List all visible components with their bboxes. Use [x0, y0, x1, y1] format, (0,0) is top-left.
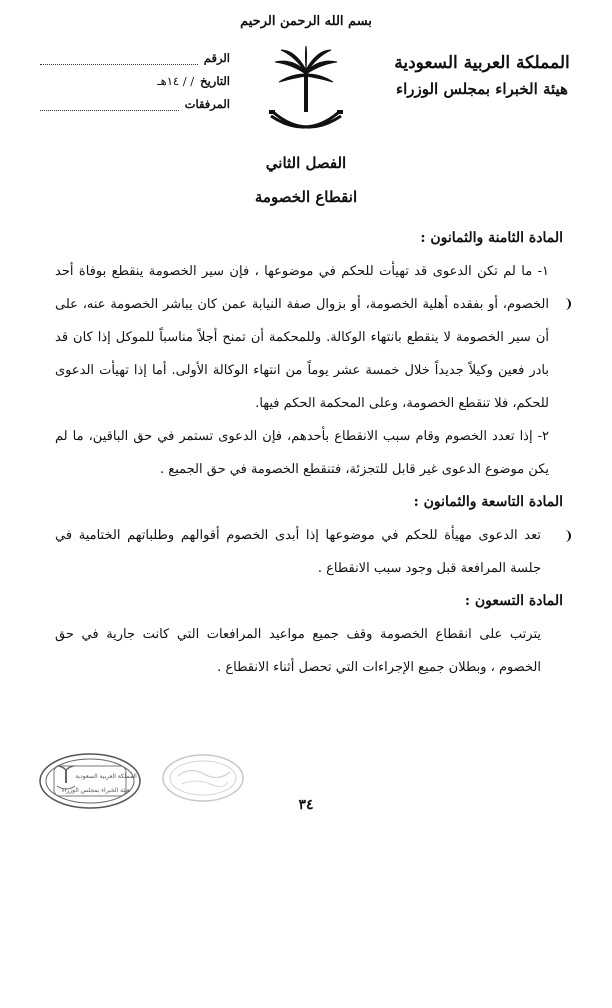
article-heading: المادة التسعون :: [464, 593, 563, 609]
date-label: التاريخ: [200, 74, 230, 88]
reference-label: الرقم: [203, 51, 230, 65]
chapter-subtitle: انقطاع الخصومة: [254, 188, 358, 206]
article-paragraph: ٢- إذا تعدد الخصوم وقام سبب الانقطاع بأحدهم، فإن الدعوى تستمر في حق الباقين، ما لم يكن موضوع الدعوى غير قابل للتجزئة، فتنقطع الخصومة في حق الجميع .: [55, 429, 549, 477]
attachments-row: [40, 88, 230, 111]
stamp-text-2: هيئة الخبراء بمجلس الوزراء: [61, 787, 131, 794]
stamp-text-1: المملكة العربية السعودية: [75, 773, 137, 780]
attachments-label: المرفقات: [184, 97, 230, 111]
article-paragraph: ١- ما لم تكن الدعوى قد تهيأت للحكم في موضوعها ، فإن سير الخصومة ينقطع بوفاة أحد الخصوم، أو بفقده أهلية الخصومة، أو بزوال صفة النيابة عمن كان يباشر الخصومة عنه، على أن سير الخصومة لا ينقطع بانتهاء الوكالة. وللمحكمة أن تمنح أجلاً مناسباً للموكل إذا كان قد بادر فعين وكيلاً جديداً خلال خمسة عشر يوماً من انتهاء الوكالة الأولى. أما إذا تهيأت الدعوى للحكم، فلا تنقطع الخصومة، وعلى المحكمة الحكم فيها.: [55, 264, 549, 411]
article-heading: المادة الثامنة والثمانون :: [420, 230, 563, 246]
article-paragraph: تعد الدعوى مهيأة للحكم في موضوعها إذا أبدى الخصوم أقوالهم وطلباتهم الختامية في جلسة المرافعة قبل وجود سبب الانقطاع .: [55, 528, 541, 576]
chapter-title: الفصل الثاني: [265, 154, 347, 172]
reference-number-row: [40, 42, 230, 65]
date-value: / / ١٤هـ: [157, 74, 195, 88]
organization-name: [382, 50, 582, 102]
margin-mark-icon: [560, 530, 571, 542]
page-number: ٣٤: [298, 797, 314, 813]
article-paragraph: يترتب على انقطاع الخصومة وقف جميع مواعيد المرافعات التي كانت جارية في حق الخصوم ، وبطلان جميع الإجراءات التي تحصل أثناء الانقطاع .: [55, 627, 541, 675]
reference-fields: [40, 42, 230, 111]
article-heading: المادة التاسعة والثمانون :: [413, 494, 563, 510]
document-body: [55, 222, 563, 684]
margin-mark-icon: [560, 298, 571, 310]
date-row: [40, 65, 230, 88]
attachments-line: [40, 98, 179, 111]
org-line-2: هيئة الخبراء بمجلس الوزراء: [396, 80, 568, 98]
basmala: بسم الله الرحمن الرحيم: [240, 14, 372, 29]
reference-line: [40, 52, 198, 65]
saudi-emblem-icon: [265, 44, 347, 140]
org-line-1: المملكة العربية السعودية: [394, 53, 570, 73]
